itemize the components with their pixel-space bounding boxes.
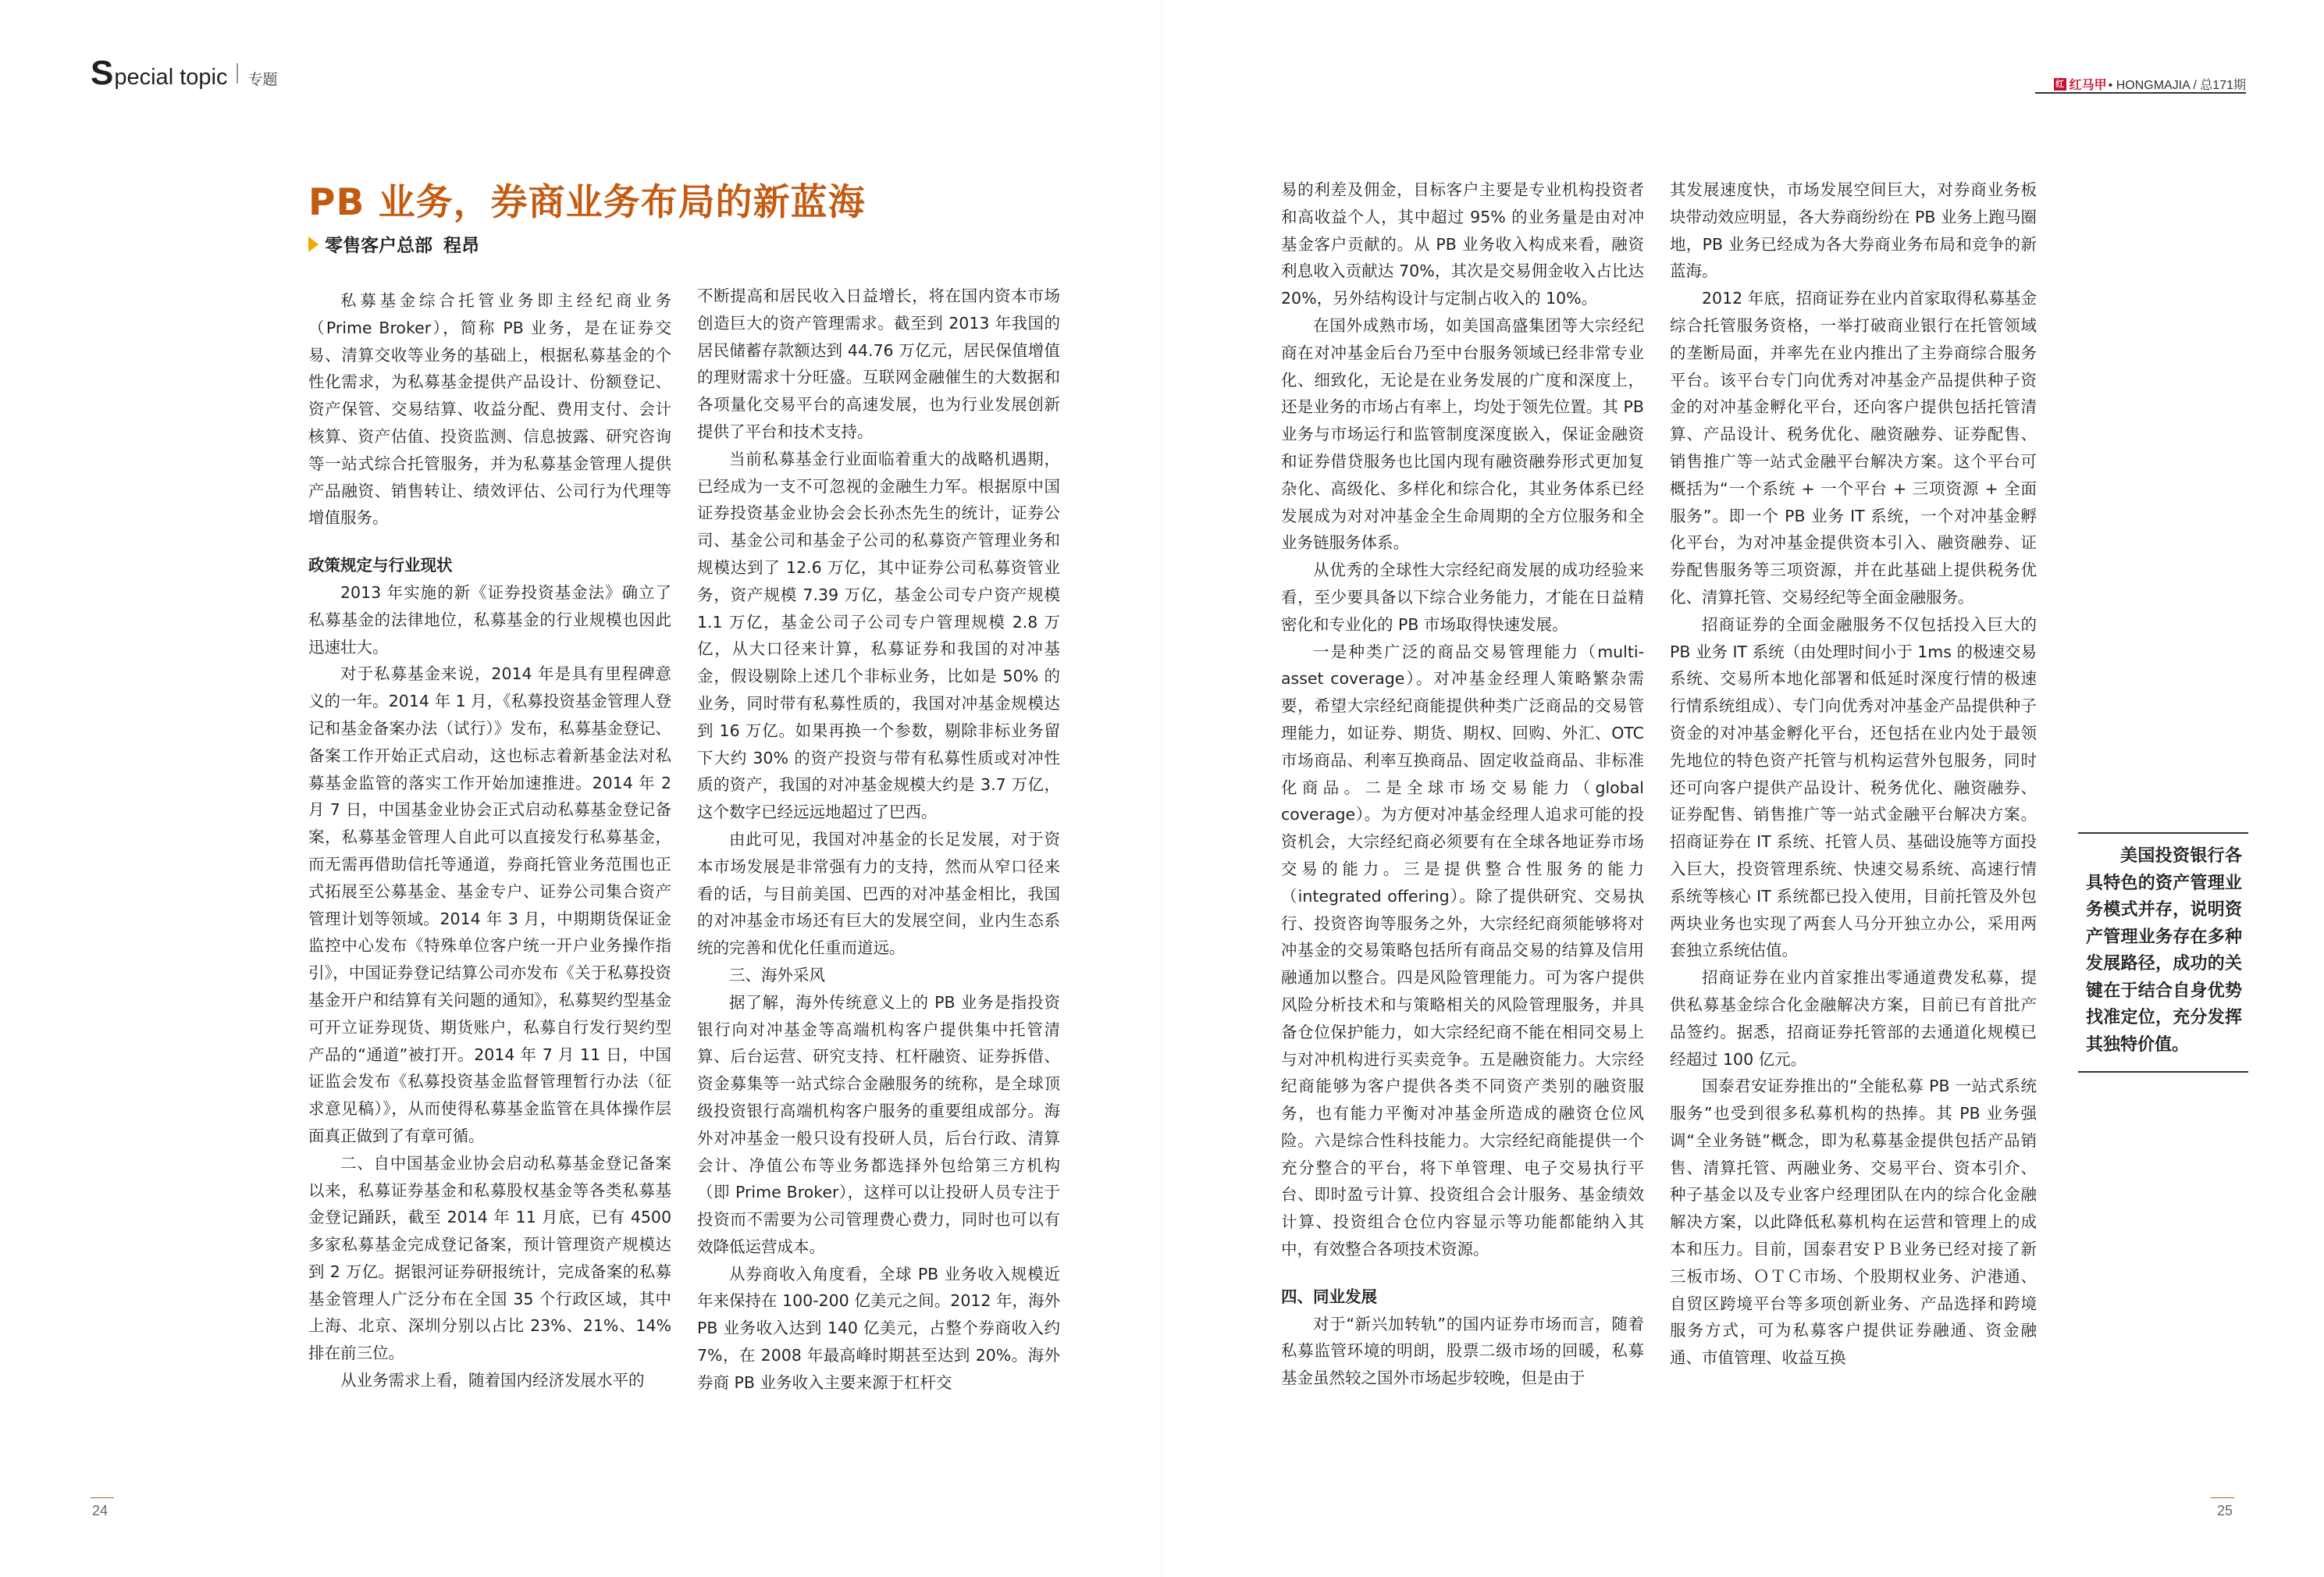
brand-logo-icon: 红 bbox=[2054, 78, 2066, 91]
paragraph: 不断提高和居民收入日益增长，将在国内资本市场创造巨大的资产管理需求。截至到 2013 年我国的居民储蓄存款额达到 44.76 万亿元，居民保值增值的理财需求十分旺盛。互联网金融催生的大数据和各项量化交易平台的高速发展，也为行业发展创新提供了平台和技术支持。 bbox=[697, 287, 1060, 441]
paragraph: 私募基金综合托管业务即主经纪商业务（Prime Broker），简称 PB 业务，是在证券交易、清算交收等业务的基础上，根据私募基金的个性化需求，为私募基金提供产品设计、份额登记、资产保管、交易结算、收益分配、费用支付、会计核算、资产估值、投资监测、信息披露、研究咨询等一站式综合托管服务，并为私募基金管理人提供产品融资、销售转让、绩效评估、公司行为代理等增值服务。 bbox=[308, 291, 671, 528]
text-column-4 bbox=[1670, 176, 2037, 1372]
page-number-left: 24 bbox=[92, 1503, 109, 1518]
brand-name-cn: 红马甲 bbox=[2069, 79, 2107, 92]
section-heading: 三、海外采风 bbox=[729, 965, 825, 984]
paragraph: 国泰君安证券推出的“全能私募 PB 一站式系统服务”也受到很多私募机构的热捧。其 PB 业务强调“全业务链”概念，即为私募基金提供包括产品销售、清算托管、两融业务、交易平台、资本引介、种子基金以及专业客户经理团队在内的综合化金融解决方案，以此降低私募机构在运营和管理上的成本和压力。目前，国泰君安ＰＢ业务已经对接了新三板市场、ＯＴＣ市场、个股期权业务、沪港通、自贸区跨境平台等多项创新业务、产品选择和跨境服务方式，可为私募客户提供证券融通、资金融通、市值管理、收益互换 bbox=[1670, 1077, 2037, 1368]
paragraph: 从优秀的全球性大宗经纪商发展的成功经验来看，至少要具备以下综合业务能力，才能在日益精密化和专业化的 PB 市场取得快速发展。 bbox=[1281, 561, 1644, 634]
text-column-2 bbox=[697, 283, 1060, 1397]
text-column-3 bbox=[1281, 176, 1644, 1392]
paragraph: 由此可见，我国对冲基金的长足发展，对于资本市场发展是非常强有力的支持，然而从窄口径来看的话，与目前美国、巴西的对冲基金相比，我国的对冲基金市场还有巨大的发展空间，业内生态系统的完善和优化任重而道远。 bbox=[697, 829, 1060, 958]
paragraph: 2012 年底，招商证券在业内首家取得私募基金综合托管服务资格，一举打破商业银行在托管领域的垄断局面，并率先在业内推出了主券商综合服务平台。该平台专门向优秀对冲基金产品提供种子资金的对冲基金孵化平台，还向客户提供包括托管清算、产品设计、税务优化、融资融券、证券配售、销售推广等一站式金融平台解决方案。这个平台可概括为“一个系统 + 一个平台 + 三项资源 + 全面服务”。即一个 PB 业务 IT 系统，一个对冲基金孵化平台，为对冲基金提供资本引入、融资融券、证券配售服务等三项资源，并在此基础上提供税务优化、清算托管、交易经纪等全面金融服务。 bbox=[1670, 289, 2037, 607]
paragraph: 对于“新兴加转轨”的国内证券市场而言，随着私募监管环境的明朗，股票二级市场的回暖，私募基金虽然较之国外市场起步较晚，但是由于 bbox=[1281, 1314, 1644, 1388]
section-heading: 政策规定与行业现状 bbox=[308, 556, 453, 575]
pull-quote-text: 美国投资银行各具特色的资产管理业务模式并存，说明资产管理业务存在多种发展路径，成功的关键在于结合自身优势找准定位，充分发挥其独特价值。 bbox=[2086, 846, 2242, 1055]
pull-quote-rule-top bbox=[2078, 832, 2248, 834]
paragraph: 从业务需求上看，随着国内经济发展水平的 bbox=[340, 1371, 645, 1390]
section-name: pecial topic bbox=[114, 65, 228, 90]
page-number-rule-left bbox=[91, 1497, 114, 1498]
paragraph: 据了解，海外传统意义上的 PB 业务是指投资银行向对冲基金等高端机构客户提供集中托管清算、后台运营、研究支持、杠杆融资、证券拆借、资金募集等一站式综合金融服务的统称，是全球顶级投资银行高端机构客户服务的重要组成部分。海外对冲基金一般只设有投研人员，后台行政、清算会计、净值公布等业务都选择外包给第三方机构（即 Prime Broker），这样可以让投研人员专注于投资而不需要为公司管理费心费力，同时也可以有效降低运营成本。 bbox=[697, 992, 1060, 1256]
header-separator bbox=[237, 63, 238, 84]
paragraph: 从券商收入角度看，全球 PB 业务收入规模近年来保持在 100-200 亿美元之间。2012 年，海外 PB 业务收入达到 140 亿美元，占整个券商收入约 7%，在 2008 年最高峰时期甚至达到 20%。海外券商 PB 业务收入主要来源于杠杆交 bbox=[697, 1264, 1060, 1392]
section-header bbox=[91, 56, 277, 91]
paragraph: 一是种类广泛的商品交易管理能力（multi-asset coverage）。对冲基金经理人策略繁杂需要，希望大宗经纪商能提供种类广泛商品的交易管理能力，如证券、期货、期权、回购、外汇、OTC 市场商品、利率互换商品、固定收益商品、非标准化商品。二是全球市场交易能力（global coverage）。为方便对冲基金经理人追求可能的投资机会，大宗经纪商必须要有在全球各地证券市场交易的能力。三是提供整合性服务的能力（integrated offering）。除了提供研究、交易执行、投资咨询等服务之外，大宗经纪商须能够将对冲基金的交易策略包括所有商品交易的结算及信用融通加以整合。四是风险管理能力。可为客户提供风险分析技术和与策略相关的风险管理服务，并具备仓位保护能力，如大宗经纪商不能在相同交易上与对冲机构进行买卖竞争。五是融资能力。大宗经纪商能够为客户提供各类不同资产类别的融资服务，也有能力平衡对冲基金所造成的融资仓位风险。六是综合性科技能力。大宗经纪商能提供一个充分整合的平台，将下单管理、电子交易执行平台、即时盈亏计算、投资组合会计服务、基金绩效计算、投资组合仓位内容显示等功能都能纳入其中，有效整合各项技术资源。 bbox=[1281, 642, 1644, 1259]
paragraph: 对于私募基金来说，2014 年是具有里程碑意义的一年。2014 年 1 月，《私募投资基金管理人登记和基金备案办法（试行）》发布，私募基金登记、备案工作开始正式启动，这也标志着新基金法对私募基金监管的落实工作开始加速推进。2014 年 2 月 7 日，中国基金业协会正式启动私募基金登记备案，私募基金管理人自此可以直接发行私募基金，而无需再借助信托等通道，券商托管业务范围也正式拓展至公募基金、基金专户、证券公司集合资产管理计划等领域。2014 年 3 月，中期期货保证金监控中心发布《特殊单位客户统一开户业务操作指引》，中国证券登记结算公司亦发布《关于私募投资基金开户和结算有关问题的通知》，私募契约型基金可开立证券现货、期货账户，私募自行发行契约型产品的“通道”被打开。2014 年 7 月 11 日，中国证监会发布《私募投资基金监督管理暂行办法（征求意见稿）》，从而使得私募基金监管在具体操作层面真正做到了有章可循。 bbox=[308, 664, 671, 1145]
byline bbox=[308, 231, 479, 257]
section-initial: S bbox=[91, 54, 114, 92]
article-title: PB 业务，券商业务布局的新蓝海 bbox=[308, 181, 866, 224]
author-name: 程昂 bbox=[443, 236, 479, 256]
text-column-1 bbox=[308, 287, 671, 1394]
paragraph: 易的利差及佣金，目标客户主要是专业机构投资者和高收益个人，其中超过 95% 的业务量是由对冲基金客户贡献的。从 PB 业务收入构成来看，融资利息收入贡献达 70%，其次是交易佣金收入占比达 20%，另外结构设计与定制占收入的 10%。 bbox=[1281, 180, 1644, 308]
page-number-rule-right bbox=[2211, 1497, 2234, 1498]
paragraph: 在国外成熟市场，如美国高盛集团等大宗经纪商在对冲基金后台乃至中台服务领域已经非常专业化、细致化，无论是在业务发展的广度和深度上，还是业务的市场占有率上，均处于领先位置。其 PB 业务与市场运行和监管制度深度嵌入，保证金融资和证券借贷服务也比国内现有融资融券形式更加复杂化、高级化、多样化和综合化，其业务体系已经发展成为对对冲基金全生命周期的全方位服务和全业务链服务体系。 bbox=[1281, 315, 1644, 553]
paragraph: 当前私募基金行业面临着重大的战略机遇期，已经成为一支不可忽视的金融生力军。根据原中国证券投资基金业协会会长孙杰先生的统计，证券公司、基金公司和基金子公司的私募资产管理业务和规模达到了 12.6 万亿，其中证券公司私募资管业务，资产规模 7.39 万亿，基金公司专户资产规模 1.1 万亿，基金公司子公司专户管理规模 2.8 万亿，从大口径来计算，私募证券和我国的对冲基金，假设剔除上述几个非标业务，比如是 50% 的业务，同时带有私募性质的，我国对冲基金规模达到 16 万亿。如果再换一个参数，剔除非标业务留下大约 30% 的资产投资与带有私募性质或对冲性质的资产，我国的对冲基金规模大约是 3.7 万亿，这个数字已经远远地超过了巴西。 bbox=[697, 449, 1060, 822]
section-heading: 四、同业发展 bbox=[1281, 1287, 1377, 1306]
page-number-right: 25 bbox=[2217, 1503, 2233, 1518]
header-rule bbox=[2035, 92, 2246, 94]
brand-issue: • HONGMAJIA / 总171期 bbox=[2108, 79, 2246, 92]
paragraph: 招商证券的全面金融服务不仅包括投入巨大的 PB 业务 IT 系统（由处理时间小于 1ms 的极速交易系统、交易所本地化部署和低延时深度行情的极速行情系统组成）、专门向优秀对冲基金产品提供种子资金的对冲基金孵化平台，还包括在业内处于最领先地位的特色资产托管与机构运营外包服务，同时还可向客户提供产品设计、税务优化、融资融券、证券配售、销售推广等一站式金融平台解决方案。招商证券在 IT 系统、托管人员、基础设施等方面投入巨大，投资管理系统、快速交易系统、高速行情系统等核心 IT 系统都已投入使用，目前托管及外包两块业务也实现了两套人马分开独立办公，采用两套独立系统估值。 bbox=[1670, 614, 2037, 960]
pull-quote bbox=[2086, 843, 2242, 1059]
paragraph: 其发展速度快，市场发展空间巨大，对券商业务板块带动效应明显，各大券商纷纷在 PB 业务上跑马圈地，PB 业务已经成为各大券商业务布局和竞争的新蓝海。 bbox=[1670, 180, 2037, 281]
paragraph: 二、自中国基金业协会启动私募基金登记备案以来，私募证券基金和私募股权基金等各类私募基金登记踊跃，截至 2014 年 11 月底，已有 4500 多家私募基金完成登记备案，预计管理资产规模达到 2 万亿。据银河证券研报统计，完成备案的私募基金管理人广泛分布在全国 35 个行政区域，其中上海、北京、深圳分别以占比 23%、21%、14% 排在前三位。 bbox=[308, 1153, 671, 1363]
pull-quote-rule-bottom bbox=[2078, 1071, 2248, 1073]
author-department: 零售客户总部 bbox=[325, 236, 432, 256]
triangle-marker-icon bbox=[308, 237, 319, 252]
paragraph: 2013 年实施的新《证券投资基金法》确立了私募基金的法律地位，私募基金的行业规模也因此迅速壮大。 bbox=[308, 582, 671, 657]
paragraph: 招商证券在业内首家推出零通道费发私募，提供私募基金综合化金融解决方案，目前已有首批产品签约。据悉，招商证券托管部的去通道化规模已经超过 100 亿元。 bbox=[1670, 968, 2037, 1069]
magazine-brand bbox=[2054, 75, 2246, 93]
section-name-cn: 专题 bbox=[247, 71, 278, 88]
